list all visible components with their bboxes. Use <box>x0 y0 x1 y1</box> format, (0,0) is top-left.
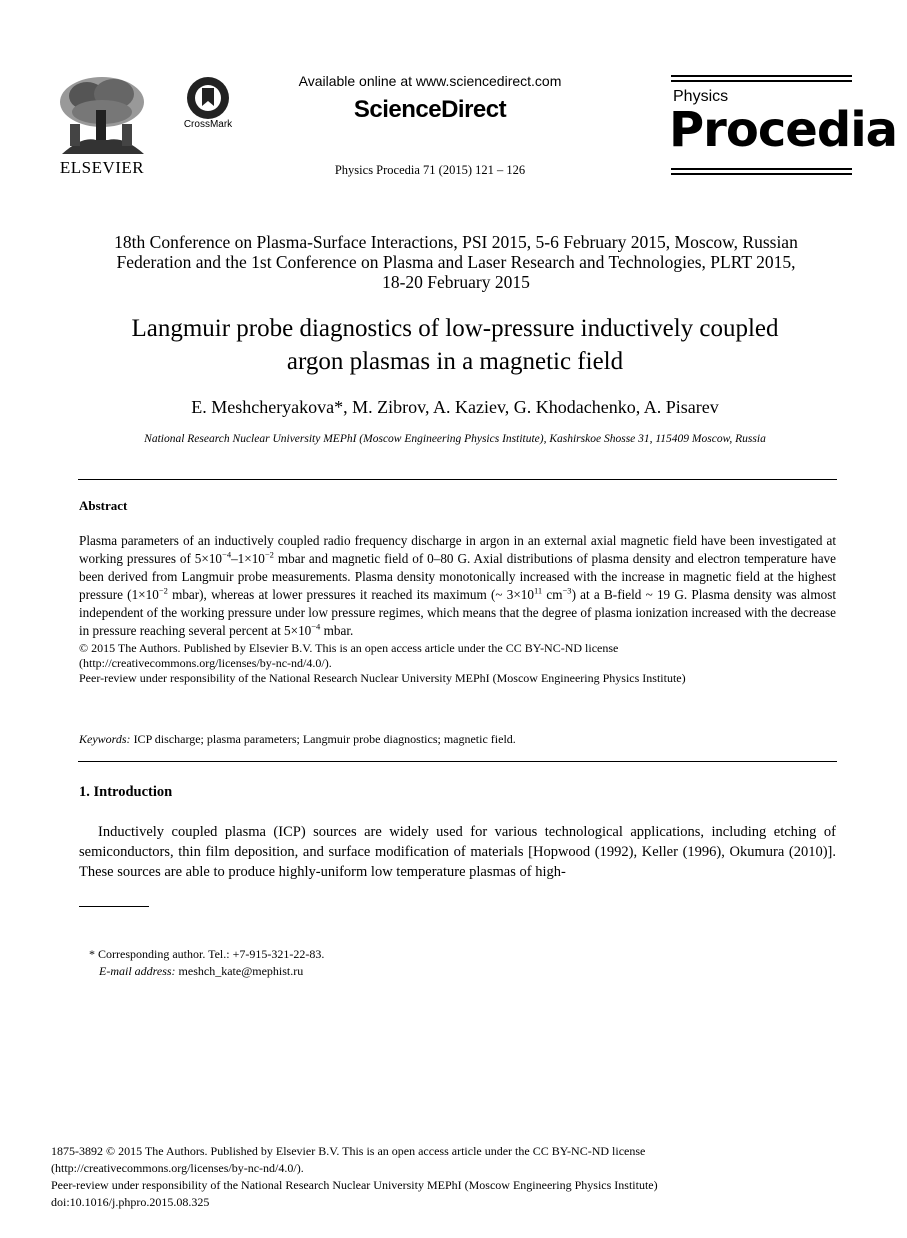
title-line: Langmuir probe diagnostics of low-pressure inductively coupled <box>131 315 779 342</box>
available-online-text: Available online at www.sciencedirect.com <box>298 73 562 89</box>
journal-name-small: Physics <box>673 88 729 105</box>
peer-review-statement: Peer-review under responsibility of the National Research Nuclear University MEPhI (Moscow Engineering Physics Institute) <box>79 671 686 685</box>
keywords-text: ICP discharge; plasma parameters; Langmuir probe diagnostics; magnetic field. <box>130 732 516 746</box>
email-note <box>99 964 303 979</box>
conference-line: 18-20 February 2015 <box>382 272 530 292</box>
introduction-text: Inductively coupled plasma (ICP) sources are widely used for various technological applications, including etching of semiconductors, thin film deposition, and surface modification of materials [Hopwood (1992), Keller (1996), Okumura (2010)]. These sources are able to produce highly-uniform low temperature plasmas of high- <box>79 824 836 880</box>
title-line: argon plasmas in a magnetic field <box>286 348 624 375</box>
corresponding-author-note: * Corresponding author. Tel.: +7-915-321-22-83. <box>89 947 325 961</box>
masthead-rule-bottom <box>671 168 852 170</box>
masthead-rule-top-thin <box>671 80 852 82</box>
masthead-rule-bottom-thin <box>671 173 852 175</box>
crossmark-label: CrossMark <box>183 119 233 130</box>
conference-line: 18th Conference on Plasma-Surface Interactions, PSI 2015, 5-6 February 2015, Moscow, Russian <box>114 232 798 252</box>
abstract-heading: Abstract <box>79 498 128 513</box>
introduction-heading: 1. Introduction <box>79 784 173 800</box>
conference-info <box>66 232 846 292</box>
footer-peer-review: Peer-review under responsibility of the National Research Nuclear University MEPhI (Moscow Engineering Physics Institute) <box>51 1178 658 1192</box>
section-divider <box>78 761 837 762</box>
keywords <box>79 732 516 747</box>
email-label: E-mail address: <box>99 964 176 978</box>
sciencedirect-logo[interactable]: ScienceDirect <box>353 96 507 123</box>
email-address[interactable]: meshch_kate@mephist.ru <box>175 964 304 978</box>
footer-license: 1875-3892 © 2015 The Authors. Published by Elsevier B.V. This is an open access article under the CC BY-NC-ND license <box>51 1144 646 1158</box>
abstract-text: Plasma parameters of an inductively coupled radio frequency discharge in argon in an external axial magnetic field have been investigated at working pressures of $5\times 10^{-4}-1\times 10^{-2}$ mbar and magnetic field of 0–80 G. Axial distributions of plasma density and electron temperature have been derived from Langmuir probe measurements. Plasma density monotonically increased with the increase in magnetic field at the highest pressure ($1\times 10^{-2}$ mbar), whereas at lower pressures it reached its maximum (~ $3\times 10^{11}$ $cm^{-3}$) at a B-field ~ 19 G. Plasma density was almost independent of the working pressure under low pressure regimes, which means that the degree of plasma ionization increased with the decrease in pressure reaching several percent at $5\times 10^{-4}$ mbar. <box>79 533 836 638</box>
elsevier-wordmark: ELSEVIER <box>59 158 145 177</box>
keywords-label: Keywords: <box>79 732 131 746</box>
elsevier-tree-icon <box>52 74 152 158</box>
masthead-rule-top <box>671 75 852 77</box>
journal-name-large: Procedia <box>669 102 898 158</box>
conference-line: Federation and the 1st Conference on Plasma and Laser Research and Technologies, PLRT 2015, <box>116 252 796 272</box>
section-divider <box>78 479 837 480</box>
footnote-rule <box>79 906 149 907</box>
affiliation: National Research Nuclear University MEPhI (Moscow Engineering Physics Institute), Kashirskoe Shosse 31, 115409 Moscow, Russia <box>144 433 766 445</box>
journal-reference: Physics Procedia 71 (2015) 121 – 126 <box>334 163 526 177</box>
footer-license-link[interactable]: (http://creativecommons.org/licenses/by-nc-nd/4.0/). <box>51 1161 304 1175</box>
footer-doi[interactable]: doi:10.1016/j.phpro.2015.08.325 <box>51 1195 210 1209</box>
license-statement: © 2015 The Authors. Published by Elsevier B.V. This is an open access article under the CC BY-NC-ND license <box>79 641 619 655</box>
license-link[interactable]: (http://creativecommons.org/licenses/by-nc-nd/4.0/). <box>79 656 332 670</box>
author-list: E. Meshcheryakova*, M. Zibrov, A. Kaziev, G. Khodachenko, A. Pisarev <box>191 397 719 417</box>
paper-title <box>60 312 850 378</box>
